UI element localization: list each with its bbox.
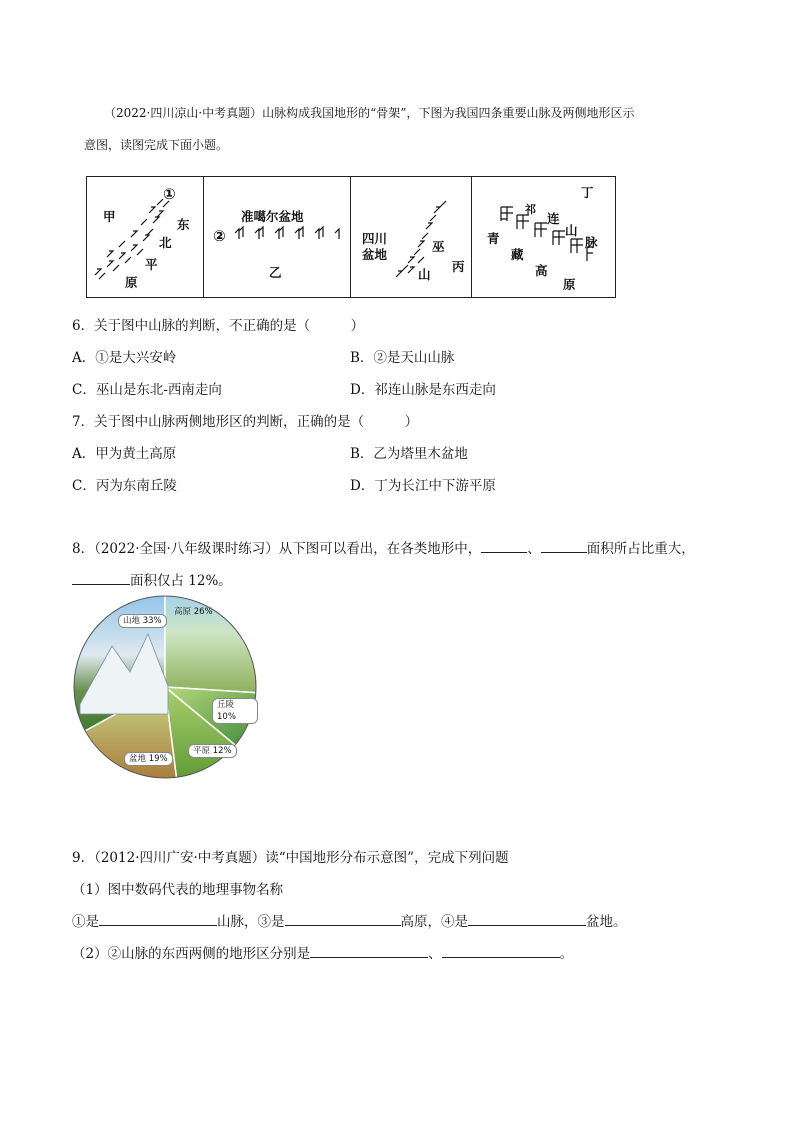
q9-blank-1[interactable] — [99, 911, 217, 926]
q8-part2: 面积所占比重大， — [586, 541, 695, 557]
label-ping: 平 — [145, 257, 158, 272]
label-num2: ② — [213, 227, 226, 245]
q9-sub2c: 。 — [559, 946, 574, 962]
mountain-figure — [86, 176, 616, 298]
q9-l1a: ①是 — [72, 914, 99, 930]
label-yuan: 原 — [125, 275, 138, 290]
q9-l1c: 高原，④是 — [400, 914, 468, 930]
q-intro-text: 山脉构成我国地形的“骨架”，下图为我国四条重要山脉及两侧地形区示 — [262, 106, 635, 120]
q6-option-c[interactable]: C．巫山是东北-西南走向 — [72, 382, 222, 398]
q8-line2 — [72, 569, 232, 589]
q9-blank-4[interactable] — [468, 911, 586, 926]
q7-option-c[interactable]: C．丙为东南丘陵 — [72, 478, 177, 494]
panel-wushan — [350, 177, 472, 297]
q-intro-line1 — [104, 104, 634, 121]
label-jia: 甲 — [103, 209, 116, 224]
q8-blank-1[interactable] — [481, 538, 527, 553]
label-shan-3: 山 — [418, 267, 431, 282]
label-sichuan: 四川 — [362, 231, 388, 246]
label-bing: 丙 — [452, 259, 465, 274]
pie-label-gaoyuan: 高原 26% — [174, 607, 213, 617]
q6-option-d[interactable]: D．祁连山脉是东西走向 — [350, 382, 496, 398]
label-qi: 祁 — [525, 203, 536, 216]
q8-part1: 8．（2022·全国·八年级课时练习）从下图可以看出，在各类地形中， — [72, 541, 482, 557]
label-qing: 青 — [487, 231, 500, 246]
q8-sep: 、 — [527, 541, 541, 557]
q9-blank-3[interactable] — [285, 911, 401, 926]
q9-blank-east[interactable] — [310, 943, 428, 958]
q9-sub2a: （2）②山脉的东西两侧的地形区分别是 — [72, 946, 311, 962]
mountain-symbols-1 — [87, 177, 203, 297]
pie-label-shandi: 山地 33% — [118, 614, 167, 628]
q9-line-blanks — [72, 910, 627, 930]
label-dong: 东 — [177, 217, 190, 232]
q9-sub1: （1）图中数码代表的地理事物名称 — [72, 882, 284, 898]
q9-sub2 — [72, 942, 573, 962]
label-gao: 高 — [535, 263, 548, 278]
q6-stem: 6．关于图中山脉的判断，不正确的是（ ） — [72, 318, 365, 334]
label-bei: 北 — [159, 235, 172, 250]
label-mai: 脉 — [585, 235, 598, 250]
panel-tianshan — [203, 177, 351, 297]
q9-l1b: 山脉，③是 — [217, 914, 285, 930]
label-zhungeer: 准噶尔盆地 — [241, 209, 304, 224]
q7-option-b[interactable]: B．乙为塔里木盆地 — [350, 446, 468, 462]
q8-blank-2[interactable] — [541, 538, 587, 553]
q9-l1d: 盆地。 — [586, 914, 627, 930]
pie-label-qiuling: 丘陵 10% — [212, 698, 258, 724]
q-intro-source: （2022·四川凉山·中考真题） — [104, 106, 263, 120]
mountain-symbols-3 — [350, 177, 471, 297]
label-num1: ① — [163, 185, 176, 203]
mountain-symbols-2 — [203, 177, 350, 297]
q9-blank-west[interactable] — [442, 943, 560, 958]
terrain-pie-figure — [72, 594, 258, 780]
label-pendi: 盆地 — [362, 247, 388, 262]
pie-label-pendi: 盆地 19% — [124, 752, 173, 766]
label-wu: 巫 — [432, 239, 445, 254]
q8-blank-3[interactable] — [72, 570, 130, 585]
label-yi: 乙 — [269, 265, 282, 280]
label-ding: 丁 — [581, 185, 594, 200]
pie-label-pingyuan: 平原 12% — [188, 744, 237, 758]
label-zang: 藏 — [511, 247, 524, 262]
label-lian: 连 — [547, 211, 560, 226]
q6-option-a[interactable]: A．①是大兴安岭 — [72, 350, 177, 366]
label-yuan-4: 原 — [563, 277, 576, 292]
panel-northeast — [87, 177, 204, 297]
q7-option-a[interactable]: A．甲为黄土高原 — [72, 446, 177, 462]
label-shan-4: 山 — [565, 223, 578, 238]
q-intro-line2: 意图，读图完成下面小题。 — [84, 138, 229, 152]
q9-stem: 9．（2012·四川广安·中考真题）读“中国地形分布示意图”，完成下列问题 — [72, 850, 509, 866]
q7-option-d[interactable]: D．丁为长江中下游平原 — [350, 478, 496, 494]
q8-line1 — [72, 537, 695, 557]
mountain-symbols-4 — [471, 177, 615, 297]
q6-option-b[interactable]: B．②是天山山脉 — [350, 350, 455, 366]
q8-part3: 面积仅占 12%。 — [130, 573, 232, 589]
panel-qilian — [471, 177, 615, 297]
q9-sub2b: 、 — [428, 946, 442, 962]
q7-stem: 7．关于图中山脉两侧地形区的判断，正确的是（ ） — [72, 414, 419, 430]
